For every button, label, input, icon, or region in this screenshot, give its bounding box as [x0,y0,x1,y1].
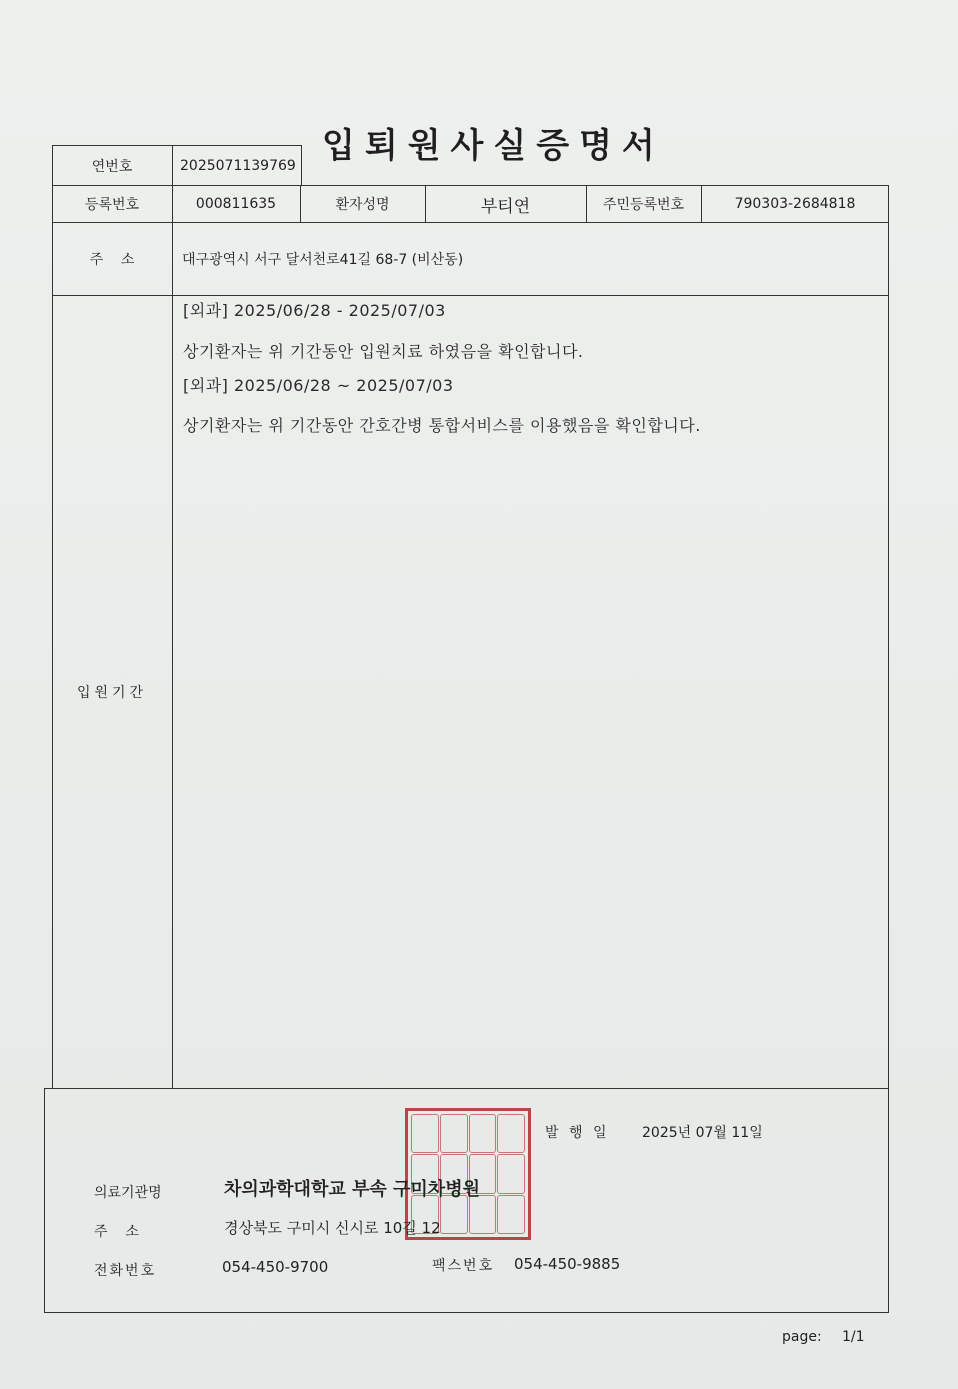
period-line-3: [외과] 2025/06/28 ~ 2025/07/03 [183,376,454,395]
main-table [52,185,889,1089]
resident-value: 790303-2684818 [734,196,856,212]
phone-value: 054-450-9700 [222,1258,329,1276]
page-label: page: [782,1329,822,1345]
period-line-1: [외과] 2025/06/28 - 2025/07/03 [183,301,446,320]
period-line-4: 상기환자는 위 기간동안 간호간병 통합서비스를 이용했음을 확인합니다. [183,416,701,435]
address-value: 대구광역시 서구 달서천로41길 68-7 (비산동) [182,251,464,268]
resident-label: 주민등록번호 [602,197,685,213]
fax-value: 054-450-9885 [514,1255,621,1273]
serial-value: 2025071139769 [180,157,296,174]
issue-date-label: 발 행 일 [545,1125,610,1141]
page-value: 1/1 [842,1329,865,1345]
institution-label: 의료기관명 [94,1185,162,1201]
footer-address-value: 경상북도 구미시 신시로 10길 12 [224,1219,441,1237]
period-label: 입원기간 [76,685,148,701]
document-title: 입퇴원사실증명서 [322,126,665,166]
period-line-2: 상기환자는 위 기간동안 입원치료 하였음을 확인합니다. [183,342,584,361]
institution-value: 차의과학대학교 부속 구미차병원 [224,1179,480,1200]
reg-label: 등록번호 [84,197,140,213]
fax-label: 팩스번호 [432,1258,495,1274]
patient-value: 부티연 [480,196,531,217]
address-label: 주 소 [89,251,135,268]
phone-label: 전화번호 [94,1263,157,1279]
serial-label: 연번호 [91,158,133,175]
reg-value: 000811635 [195,196,277,212]
footer-address-label: 주 소 [94,1224,139,1240]
issue-date-value: 2025년 07월 11일 [642,1125,763,1141]
patient-label: 환자성명 [335,197,390,213]
